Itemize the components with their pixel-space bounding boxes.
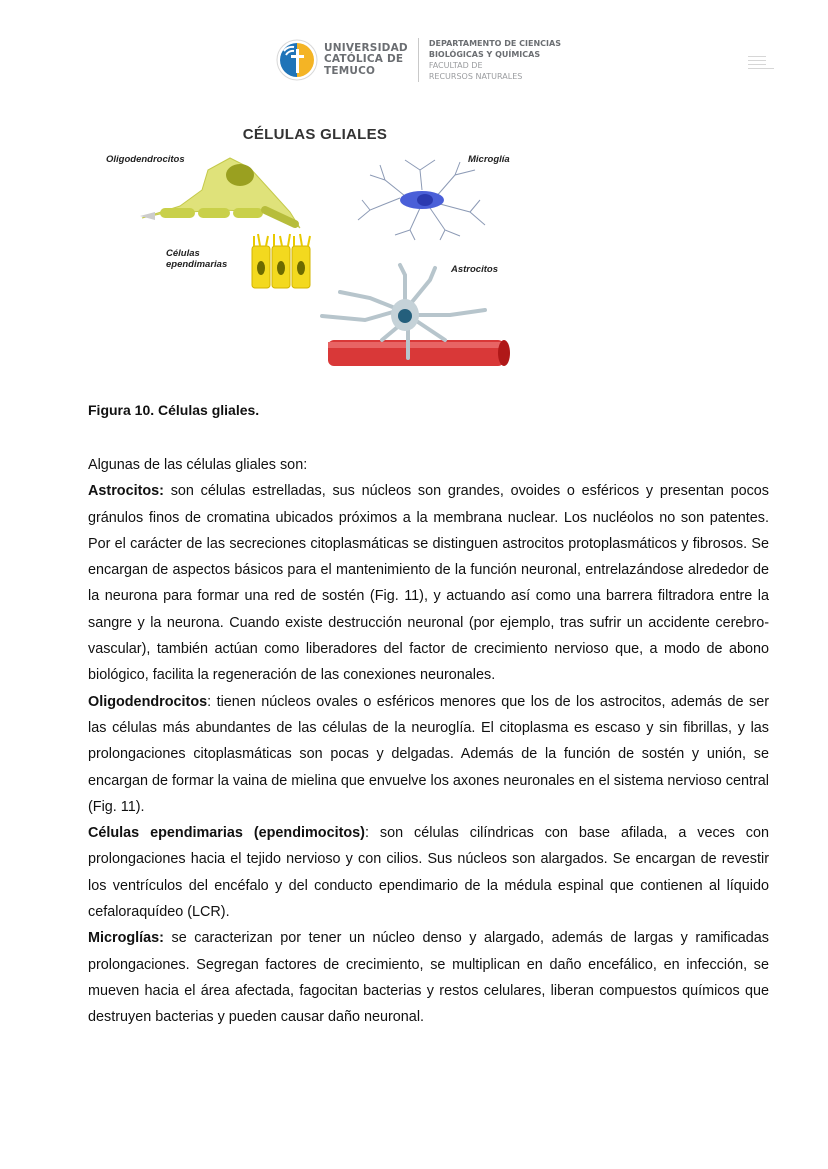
intro-text: Algunas de las células gliales son: xyxy=(88,457,308,473)
glial-cells-illustration-icon xyxy=(100,120,530,380)
paragraph-astrocitos: Astrocitos: son células estrelladas, sus núcleos son grandes, ovoides o esféricos y presentan pocos gránulos finos de cromatina ubicados próximos a la membrana nuclear. Los nucléolos no son patentes. Por el carácter de las secreciones citoplasmáticas se distinguen astrocitos protoplasmáticos y fibrosos. Se encargan de aspectos básicos para el mantenimiento de la función neuronal, entrelazándose alrededor de la neurona para formar una red de sostén (Fig. 11), y actuando así como una barrera filtradora entre la sangre y la neurona. Cuando existe destrucción neuronal (por ejemplo, tras sufrir un accidente cerebro-vascular), también actúan como liberadores del factor de crecimiento nervioso que, a modo de abono biológico, facilita la regeneración de las conexiones neuronales. xyxy=(88,483,769,684)
paragraph-microglias: Microglías: se caracterizan por tener un núcleo denso y alargado, además de largas y ramificadas prolongaciones. Segregan factores de crecimiento, se multiplican en daño encefálico, en infección, se mueven hacia el área afectada, fagocitan bacterias y restos celulares, liberan compuestos químicos que destruyen bacterias y pueden causar daño neuronal. xyxy=(88,930,769,1026)
header-divider xyxy=(418,38,419,82)
label-microglia: Microglía xyxy=(468,154,510,165)
department-name: DEPARTAMENTO DE CIENCIAS BIOLÓGICAS Y QUÍMICAS FACULTAD DE RECURSOS NATURALES xyxy=(428,39,561,81)
page-lines-icon xyxy=(748,56,774,72)
document-header xyxy=(276,34,561,86)
figure-title: CÉLULAS GLIALES xyxy=(242,126,388,143)
document-body xyxy=(88,452,769,1031)
paragraph-ependimarias: Células ependimarias (ependimocitos): son células cilíndricas con base afilada, a veces con prolongaciones hacia el tejido nervioso y con cilios. Sus núcleos son alargados. Se encargan de revestir los ventrículos del encéfalo y del conducto ependimario de la médula espinal que contienen al líquido cefaloraquídeo (LCR). xyxy=(88,825,769,921)
university-logo-icon xyxy=(276,39,318,81)
figure-caption: Figura 10. Células gliales. xyxy=(88,402,260,418)
university-name: UNIVERSIDAD CATÓLICA DE TEMUCO xyxy=(324,41,408,77)
paragraph-oligodendrocitos: Oligodendrocitos: tienen núcleos ovales o esféricos menores que los de los astrocitos, además de ser las células más abundantes de las células de la neuroglía. El citoplasma es escaso y sin fibrillas, y las prolongaciones citoplasmáticas son pocas y delgadas. Además de la función de sostén y unión, se encargan de formar la vaina de mielina que envuelve los axones neuronales en el sistema nervioso central (Fig. 11). xyxy=(88,693,769,815)
label-oligodendrocitos: Oligodendrocitos xyxy=(106,154,185,165)
label-astrocitos: Astrocitos xyxy=(451,264,498,275)
glial-cells-figure xyxy=(100,120,530,380)
label-ependimarias: Células ependimarias xyxy=(166,248,228,270)
